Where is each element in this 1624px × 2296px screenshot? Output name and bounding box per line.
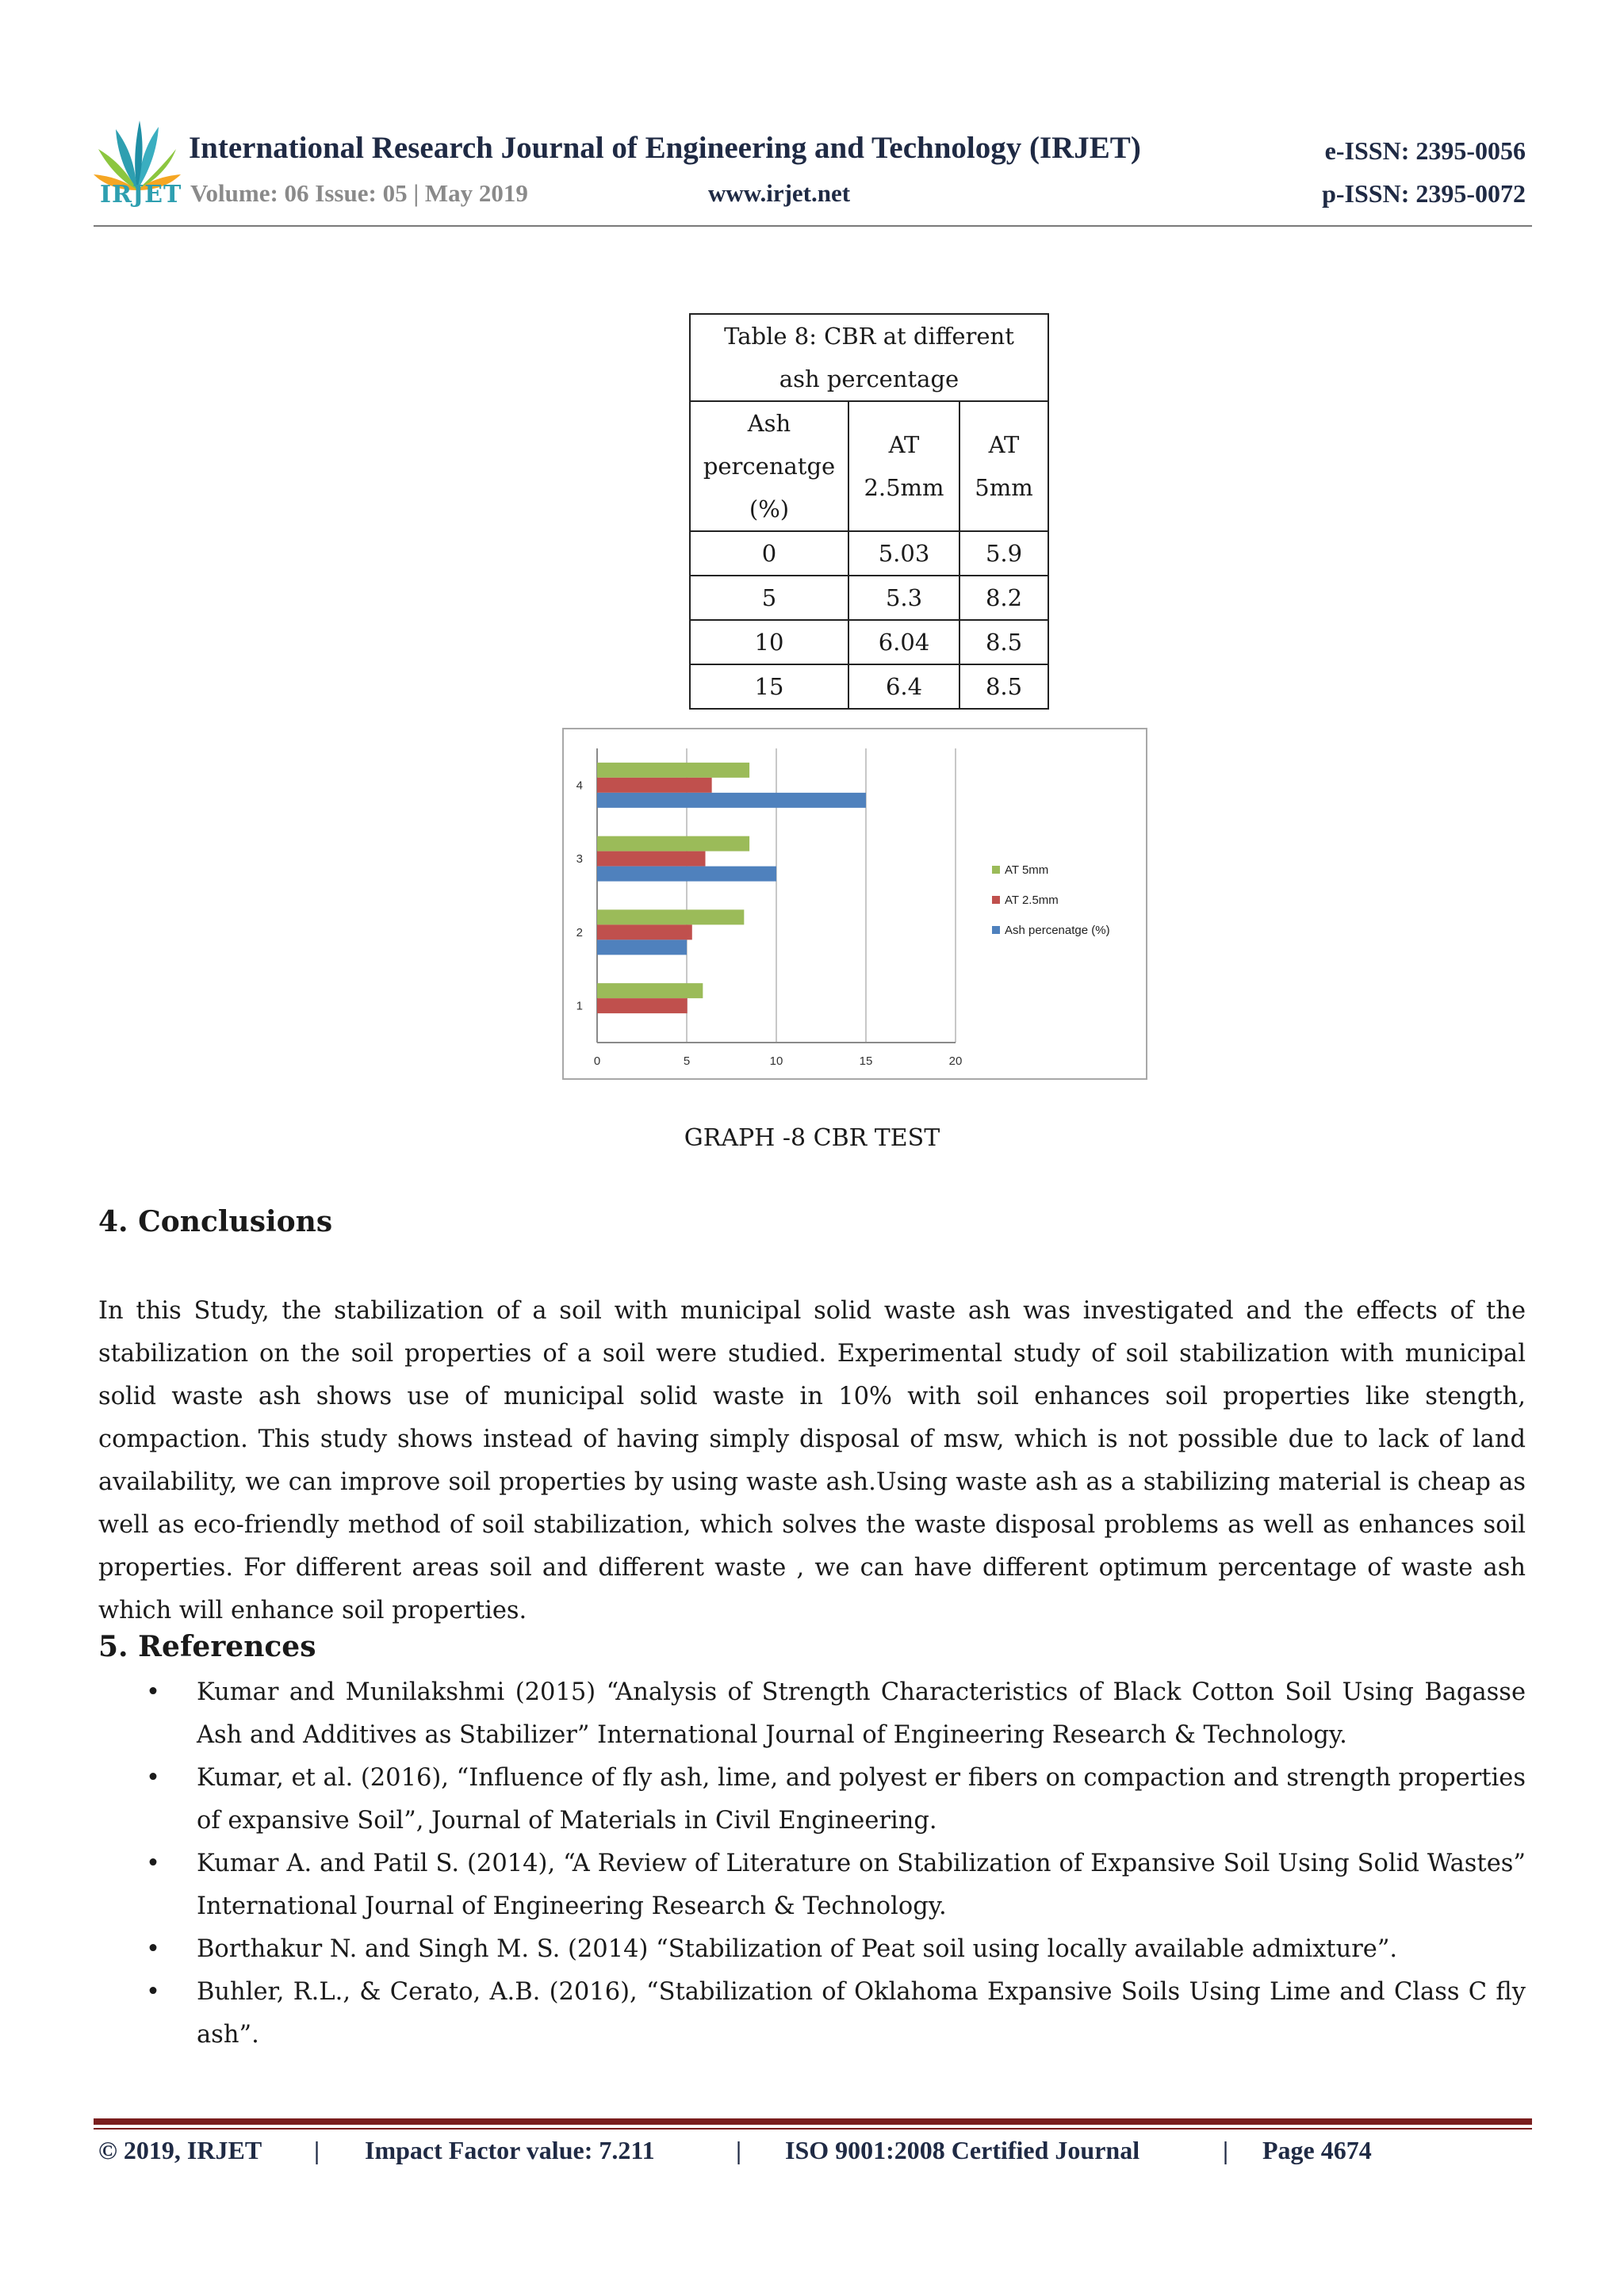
bullet-icon: •: [146, 1935, 160, 1963]
bar-at-5mm-cat-2: [597, 909, 744, 924]
y-tick-label: 3: [576, 852, 583, 867]
column-header-ash-line-3: (%): [749, 496, 790, 522]
column-header-at-5mm: [959, 401, 1048, 531]
x-tick-label: 0: [593, 1054, 601, 1068]
y-tick-label: 2: [576, 925, 583, 939]
list-item: [98, 1671, 1526, 1757]
list-item: [98, 1971, 1526, 2057]
table-cell-ash: 10: [690, 620, 848, 664]
column-header-at5-line-2: 5mm: [975, 474, 1033, 501]
references-list: [98, 1671, 1526, 2057]
list-item: [98, 1928, 1526, 1971]
table-cell-at5: 8.5: [959, 620, 1048, 664]
column-header-ash-line-1: Ash: [747, 410, 791, 437]
table-cell-ash: 15: [690, 664, 848, 709]
column-header-at25-line-2: 2.5mm: [864, 474, 944, 501]
x-tick-label: 20: [948, 1054, 963, 1068]
footer-separator: |: [736, 2136, 742, 2164]
table-cell-at25: 6.4: [848, 664, 959, 709]
conclusions-heading: 4. Conclusions: [98, 1205, 333, 1238]
y-tick-label: 1: [576, 999, 583, 1013]
footer-page-number: Page 4674: [1262, 2136, 1372, 2164]
list-item: [98, 1843, 1526, 1928]
table-row: [690, 620, 1048, 664]
conclusions-paragraph: In this Study, the stabilization of a soil with municipal solid waste ash was investigated and the effects of the stabilization on the soil properties of a soil were studied. Experimental study of soil stabilization with municipal solid waste ash shows use of municipal solid waste in 10% with soil enhances soil properties like stength, compaction. This study shows instead of having simply disposal of msw, which is not possible due to lack of land availability, we can improve soil properties by using waste ash.Using waste ash as a stabilizing material is cheap as well as eco-friendly method of soil stabilization, which solves the waste disposal problems as well as enhances soil properties. For different areas soil and different waste , we can have different optimum percentage of waste ash which will enhance soil properties.: [98, 1297, 1526, 1624]
footer-divider-thick: [94, 2118, 1532, 2125]
table-row: [690, 576, 1048, 620]
legend-swatch: [992, 896, 1000, 904]
table-cell-at25: 5.03: [848, 531, 959, 576]
table-cell-at5: 8.2: [959, 576, 1048, 620]
footer-copyright: © 2019, IRJET: [98, 2136, 262, 2164]
x-tick-label: 5: [683, 1054, 691, 1068]
reference-text: Kumar, et al. (2016), “Influence of fly ash, lime, and polyest er fibers on compaction and strength properties of expansive Soil”, Journal of Materials in Civil Engineering.: [197, 1764, 1526, 1835]
legend-swatch: [992, 866, 1000, 874]
x-tick-label: 15: [859, 1054, 873, 1068]
table-cell-ash: 0: [690, 531, 848, 576]
column-header-at-2-5mm: [848, 401, 959, 531]
reference-text: Kumar and Munilakshmi (2015) “Analysis of Strength Characteristics of Black Cotton Soil Using Bagasse Ash and Additives as Stabilizer” International Journal of Engineering Research & Technology.: [197, 1678, 1526, 1749]
x-tick-label: 10: [769, 1054, 783, 1068]
pissn: p-ISSN: 2395-0072: [1322, 179, 1526, 208]
bar-at-5mm-cat-3: [597, 836, 749, 851]
bullet-icon: •: [146, 1764, 160, 1792]
references-heading: 5. References: [98, 1630, 316, 1663]
bar-at-2-5mm-cat-2: [597, 924, 692, 939]
legend-label: Ash percenatge (%): [1005, 924, 1110, 937]
column-header-at5-line-1: AT: [988, 431, 1020, 458]
bullet-icon: •: [146, 1978, 160, 2006]
table-caption-line-2: ash percentage: [779, 365, 959, 392]
column-header-ash: [690, 401, 848, 531]
bar-ash-percenatge-cat-3: [597, 867, 776, 882]
table-caption: [690, 314, 1048, 401]
journal-website: www.irjet.net: [708, 179, 851, 207]
cbr-bar-chart: [562, 728, 1147, 1080]
list-item: [98, 1757, 1526, 1843]
journal-title: International Research Journal of Engineering and Technology (IRJET): [189, 131, 1141, 165]
footer-separator: |: [314, 2136, 320, 2164]
table-row: [690, 531, 1048, 576]
table-cell-at25: 5.3: [848, 576, 959, 620]
bar-at-5mm-cat-4: [597, 763, 749, 778]
table-cell-ash: 5: [690, 576, 848, 620]
eissn: e-ISSN: 2395-0056: [1324, 136, 1526, 165]
legend-label: AT 5mm: [1005, 863, 1049, 877]
column-header-ash-line-2: percenatge: [703, 453, 836, 480]
column-header-at25-line-1: AT: [888, 431, 920, 458]
bar-ash-percenatge-cat-2: [597, 939, 687, 955]
logo-text: IRJET: [100, 181, 182, 209]
footer-impact-factor: Impact Factor value: 7.211: [365, 2136, 655, 2164]
table-caption-line-1: Table 8: CBR at different: [724, 323, 1014, 350]
bullet-icon: •: [146, 1850, 160, 1877]
bar-ash-percenatge-cat-4: [597, 793, 866, 808]
bar-at-2-5mm-cat-3: [597, 851, 706, 867]
reference-text: Kumar A. and Patil S. (2014), “A Review of Literature on Stabilization of Expansive Soil Using Solid Wastes” International Journal of Engineering Research & Technology.: [197, 1850, 1526, 1920]
footer-divider-thin: [94, 2128, 1532, 2130]
y-tick-label: 4: [576, 779, 583, 793]
cbr-table: [689, 313, 1049, 710]
table-cell-at5: 5.9: [959, 531, 1048, 576]
bar-at-2-5mm-cat-4: [597, 778, 712, 793]
graph-caption: GRAPH -8 CBR TEST: [684, 1124, 940, 1152]
volume-issue: Volume: 06 Issue: 05 | May 2019: [190, 179, 528, 207]
table-cell-at5: 8.5: [959, 664, 1048, 709]
bar-at-5mm-cat-1: [597, 983, 703, 998]
table-cell-at25: 6.04: [848, 620, 959, 664]
legend-label: AT 2.5mm: [1005, 894, 1059, 907]
legend-swatch: [992, 926, 1000, 934]
footer-separator: |: [1223, 2136, 1229, 2164]
bar-at-2-5mm-cat-1: [597, 998, 688, 1013]
bullet-icon: •: [146, 1678, 160, 1706]
chart-svg: [564, 729, 1146, 1078]
reference-text: Buhler, R.L., & Cerato, A.B. (2016), “Stabilization of Oklahoma Expansive Soils Using Lime and Class C fly ash”.: [197, 1978, 1526, 2049]
table-row: [690, 664, 1048, 709]
header-divider: [94, 225, 1532, 227]
footer-iso: ISO 9001:2008 Certified Journal: [785, 2136, 1140, 2164]
reference-text: Borthakur N. and Singh M. S. (2014) “Stabilization of Peat soil using locally available admixture”.: [197, 1935, 1398, 1963]
